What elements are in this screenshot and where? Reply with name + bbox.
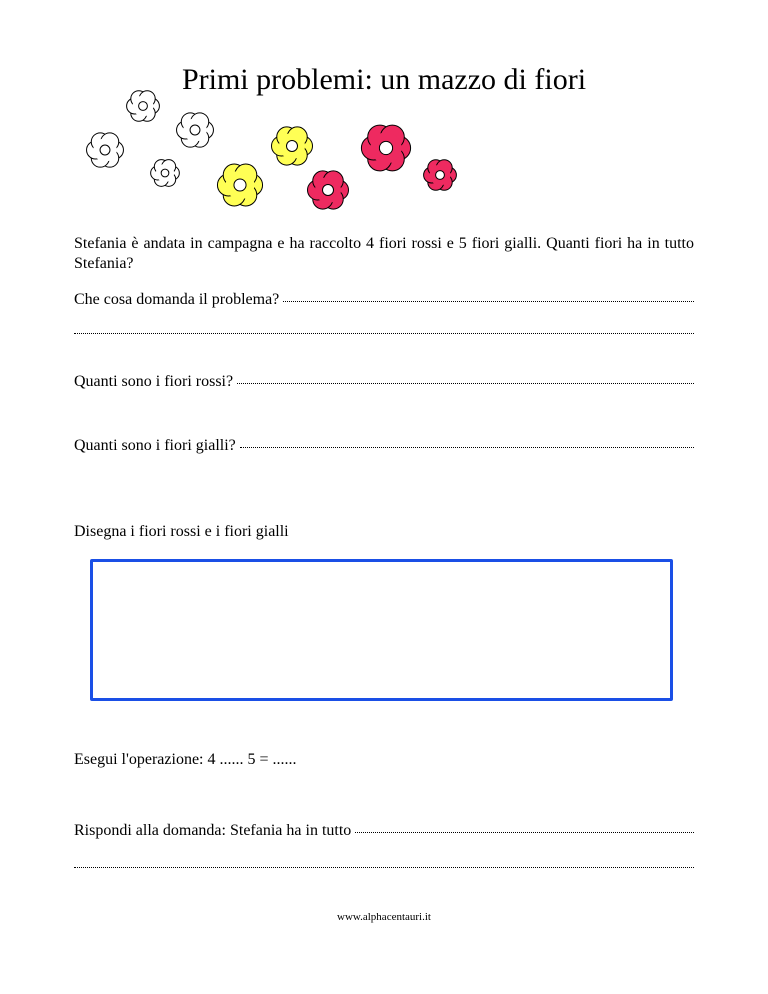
outline-flower	[87, 133, 124, 167]
question-yellow-count: Quanti sono i fiori gialli?	[74, 437, 236, 454]
flowers-illustration	[0, 80, 768, 220]
red-flower	[424, 160, 457, 191]
worksheet-title: Primi problemi: un mazzo di fiori	[181, 63, 587, 96]
answer-line[interactable]	[237, 379, 694, 384]
question-row-what-asks	[74, 290, 694, 310]
answer-prompt: Rispondi alla domanda: Stefania ha in tutto	[74, 822, 352, 839]
red-flower	[361, 125, 410, 171]
yellow-flower	[217, 164, 262, 206]
question-what-asks: Che cosa domanda il problema?	[74, 291, 280, 308]
answer-row	[74, 821, 694, 841]
outline-flower	[127, 91, 160, 122]
outline-flower	[177, 113, 214, 147]
answer-line[interactable]	[74, 332, 694, 334]
answer-line[interactable]	[240, 443, 694, 448]
drawing-box[interactable]	[90, 559, 673, 701]
outline-flower	[151, 160, 180, 187]
operation-prompt: Esegui l'operazione: 4 ...... 5 = ......	[74, 751, 297, 768]
question-row-yellow-count	[74, 436, 694, 456]
red-flower	[308, 171, 349, 209]
question-red-count: Quanti sono i fiori rossi?	[74, 373, 234, 390]
question-row-red-count	[74, 372, 694, 392]
answer-line[interactable]	[283, 297, 694, 302]
draw-instruction: Disegna i fiori rossi e i fiori gialli	[74, 523, 289, 540]
problem-text: Stefania è andata in campagna e ha raccolto 4 fiori rossi e 5 fiori gialli. Quanti fiori ha in tutto Stefania?	[74, 235, 694, 272]
answer-line[interactable]	[74, 866, 694, 868]
answer-line[interactable]	[355, 828, 694, 833]
footer-url: www.alphacentauri.it	[337, 911, 431, 923]
yellow-flower	[272, 127, 313, 165]
